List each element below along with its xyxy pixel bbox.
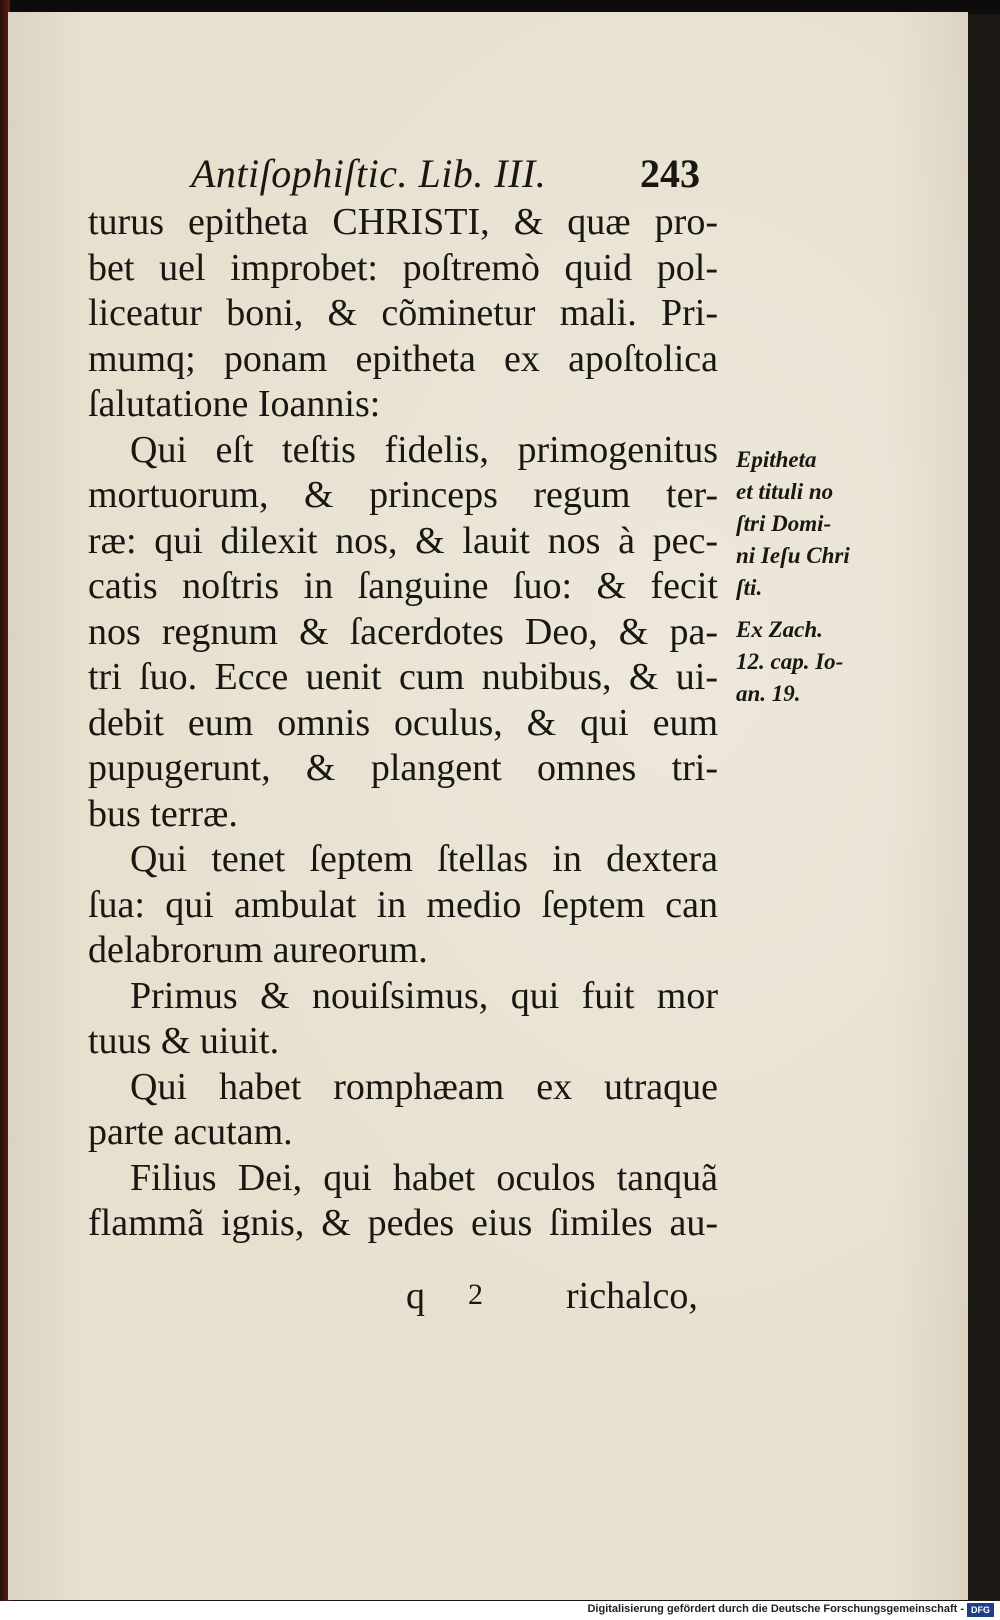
- marginal-note-line: ni Ieſu Chri: [736, 543, 850, 568]
- text-line: Qui eſt teſtis fidelis, primogenitus: [130, 428, 718, 471]
- signature-number: 2: [468, 1278, 483, 1311]
- marginal-note-line: ſti.: [736, 575, 763, 600]
- marginal-notes: [736, 444, 866, 710]
- text-line: Filius Dei, qui habet oculos tanquã: [130, 1156, 718, 1199]
- page-header: [8, 148, 968, 198]
- text-line: liceatur boni, & cõminetur mali. Pri-: [88, 292, 718, 334]
- text-line: parte acutam.: [88, 1111, 293, 1153]
- text-line: Primus & nouiſsimus, qui fuit mor: [130, 974, 718, 1017]
- text-line: Qui tenet ſeptem ſtellas in dextera: [130, 838, 718, 880]
- text-line: debit eum omnis oculus, & qui eum: [88, 701, 718, 744]
- catchword: richalco,: [566, 1275, 698, 1317]
- marginal-note-line: 12. cap. Io-: [736, 649, 844, 674]
- text-line: catis noſtris in ſanguine ſuo: & fecit: [88, 565, 718, 607]
- text-line: tuus & uiuit.: [88, 1020, 280, 1062]
- marginal-note-line: Epitheta: [736, 447, 817, 472]
- text-line: bet uel improbet: poſtremò quid pol-: [88, 246, 718, 289]
- text-line: flammã ignis, & pedes eius ſimiles au-: [88, 1202, 718, 1244]
- marginal-note-line: Ex Zach.: [736, 617, 823, 642]
- text-line: turus epitheta CHRISTI, & quæ pro-: [88, 201, 718, 243]
- main-text-block: [88, 200, 718, 1247]
- text-line: ræ: qui dilexit nos, & lauit nos à pec-: [88, 519, 718, 562]
- text-line: Qui habet romphæam ex utraque: [130, 1065, 718, 1108]
- text-line: pupugerunt, & plangent omnes tri-: [88, 747, 718, 789]
- text-line: ſua: qui ambulat in medio ſeptem can: [88, 883, 718, 926]
- dfg-logo-icon: DFG: [967, 1603, 994, 1617]
- marginal-note-line: ſtri Domi-: [736, 511, 832, 536]
- funding-credit: Digitalisierung gefördert durch die Deutsche Forschungsgemeinschaft -: [587, 1603, 964, 1615]
- text-line: mortuorum, & princeps regum ter-: [88, 474, 718, 516]
- signature-mark: q: [406, 1275, 425, 1317]
- text-line: ſalutatione Ioannis:: [88, 383, 381, 425]
- catchline: [8, 1274, 968, 1324]
- running-title: Antiſophiſtic. Lib. III.: [191, 151, 547, 196]
- marginal-note-gap: [736, 604, 866, 614]
- page-number: 243: [640, 151, 700, 196]
- text-line: delabrorum aureorum.: [88, 929, 428, 971]
- text-line: mumq; ponam epitheta ex apoſtolica: [88, 337, 718, 380]
- text-line: nos regnum & ſacerdotes Deo, & pa-: [88, 610, 718, 653]
- marginal-note-line: an. 19.: [736, 681, 801, 706]
- marginal-note-line: et tituli no: [736, 479, 834, 504]
- digitization-footer: [0, 1601, 1000, 1620]
- text-line: tri ſuo. Ecce uenit cum nubibus, & ui-: [88, 656, 718, 698]
- book-page: [8, 12, 968, 1600]
- text-line: bus terræ.: [88, 792, 238, 835]
